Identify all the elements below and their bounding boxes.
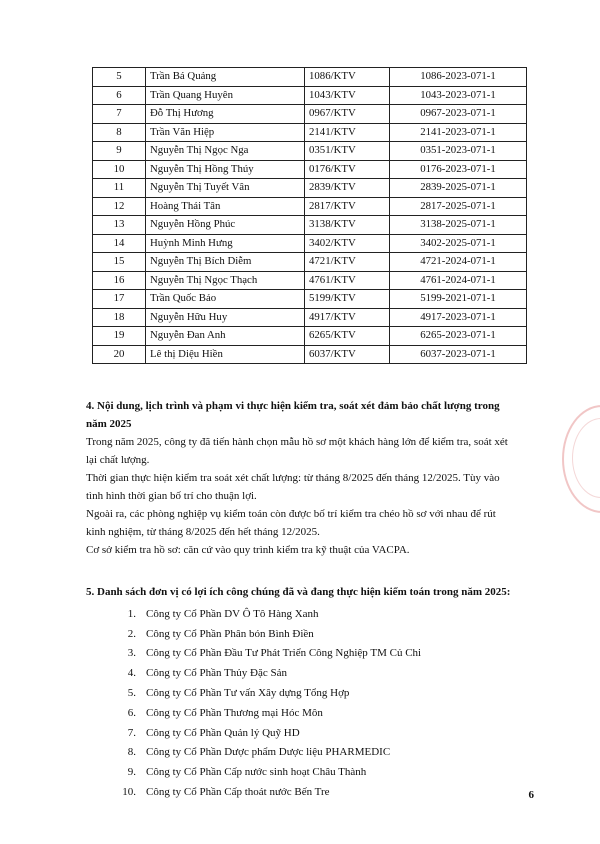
table-row [93, 308, 527, 327]
company-name: Công ty Cổ Phần DV Ô Tô Hàng Xanh [146, 607, 319, 620]
row-number: 14 [93, 234, 146, 253]
row-number: 15 [93, 253, 146, 272]
list-item [86, 762, 516, 782]
certificate-code: 2839/KTV [305, 179, 390, 198]
auditor-name: Nguyễn Thị Ngọc Nga [146, 142, 305, 161]
certificate-code: 3138/KTV [305, 216, 390, 235]
row-number: 18 [93, 308, 146, 327]
list-item-number: 4. [127, 667, 136, 680]
auditor-name: Nguyễn Thị Hồng Thúy [146, 160, 305, 179]
auditor-name: Nguyễn Thị Bích Diễm [146, 253, 305, 272]
table-row [93, 216, 527, 235]
company-name: Công ty Cổ Phần Tư vấn Xây dựng Tổng Hợp [146, 687, 350, 700]
list-item [86, 604, 516, 624]
row-number: 16 [93, 271, 146, 290]
row-number: 20 [93, 345, 146, 364]
list-item-number: 7. [127, 726, 136, 739]
registration-number: 4721-2024-071-1 [390, 253, 527, 272]
registration-number: 3138-2025-071-1 [390, 216, 527, 235]
certificate-code: 3402/KTV [305, 234, 390, 253]
list-item-number: 8. [127, 746, 136, 759]
table-row [93, 142, 527, 161]
section-4-paragraph: Trong năm 2025, công ty đã tiến hành chọn mẫu hồ sơ một khách hàng lớn để kiểm tra, soát xét lại chất lượng. [86, 436, 508, 466]
section-4-heading: 4. Nội dung, lịch trình và phạm vi thực hiện kiểm tra, soát xét đảm bảo chất lượng trong năm 2025 [86, 400, 500, 430]
auditor-name: Trần Quang Huyên [146, 86, 305, 105]
auditor-name: Huỳnh Minh Hưng [146, 234, 305, 253]
company-name: Công ty Cổ Phần Thủy Đặc Sản [146, 667, 287, 680]
certificate-code: 4761/KTV [305, 271, 390, 290]
section-5-heading: 5. Danh sách đơn vị có lợi ích công chúng đã và đang thực hiện kiểm toán trong năm 2025: [86, 586, 511, 598]
table-row [93, 345, 527, 364]
row-number: 5 [93, 68, 146, 87]
registration-number: 2817-2025-071-1 [390, 197, 527, 216]
table-row [93, 197, 527, 216]
auditor-name: Nguyễn Đan Anh [146, 327, 305, 346]
auditor-name: Nguyễn Thị Ngọc Thạch [146, 271, 305, 290]
registration-number: 0176-2023-071-1 [390, 160, 527, 179]
registration-number: 6037-2023-071-1 [390, 345, 527, 364]
certificate-code: 0176/KTV [305, 160, 390, 179]
row-number: 19 [93, 327, 146, 346]
certificate-code: 6265/KTV [305, 327, 390, 346]
auditor-name: Trần Bá Quảng [146, 68, 305, 87]
list-item [86, 663, 516, 683]
certificate-code: 2817/KTV [305, 197, 390, 216]
list-item-number: 6. [127, 706, 136, 719]
list-item-number: 2. [127, 627, 136, 640]
certificate-code: 0967/KTV [305, 105, 390, 124]
row-number: 17 [93, 290, 146, 309]
row-number: 7 [93, 105, 146, 124]
certificate-code: 4721/KTV [305, 253, 390, 272]
auditor-name: Trần Quốc Bảo [146, 290, 305, 309]
registration-number: 2141-2023-071-1 [390, 123, 527, 142]
table-row [93, 253, 527, 272]
certificate-code: 0351/KTV [305, 142, 390, 161]
company-name: Công ty Cổ Phần Phân bón Bình Điền [146, 627, 314, 640]
list-item [86, 644, 516, 664]
row-number: 9 [93, 142, 146, 161]
table-row [93, 105, 527, 124]
auditor-name: Hoàng Thái Tân [146, 197, 305, 216]
section-4-paragraph: Ngoài ra, các phòng nghiệp vụ kiểm toán còn được bố trí kiểm tra chéo hồ sơ với nhau để rút kinh nghiệm, từ tháng 8/2025 đến hết tháng 12/2025. [86, 508, 496, 538]
company-name: Công ty Cổ Phần Thương mại Hóc Môn [146, 706, 323, 719]
certificate-code: 2141/KTV [305, 123, 390, 142]
table-row [93, 179, 527, 198]
table-row [93, 68, 527, 87]
company-name: Công ty Cổ Phần Đầu Tư Phát Triển Công Nghiệp TM Củ Chi [146, 647, 422, 660]
table-row [93, 86, 527, 105]
list-item [86, 703, 516, 723]
table-row [93, 290, 527, 309]
certificate-code: 1043/KTV [305, 86, 390, 105]
registration-number: 0967-2023-071-1 [390, 105, 527, 124]
auditor-name: Đỗ Thị Hương [146, 105, 305, 124]
list-item [86, 624, 516, 644]
row-number: 13 [93, 216, 146, 235]
registration-number: 4761-2024-071-1 [390, 271, 527, 290]
list-item-number: 5. [127, 687, 136, 700]
table-row [93, 271, 527, 290]
table-row [93, 234, 527, 253]
company-name: Công ty Cổ Phần Cấp nước sinh hoạt Châu Thành [146, 766, 367, 779]
row-number: 10 [93, 160, 146, 179]
list-item-number: 9. [127, 766, 136, 779]
certificate-code: 5199/KTV [305, 290, 390, 309]
registration-number: 0351-2023-071-1 [390, 142, 527, 161]
list-item [86, 782, 516, 802]
public-interest-entity-list [86, 604, 516, 802]
section-4 [86, 397, 516, 559]
auditor-table [92, 67, 527, 364]
page-number: 6 [528, 789, 534, 801]
row-number: 6 [93, 86, 146, 105]
registration-number: 1043-2023-071-1 [390, 86, 527, 105]
table-row [93, 327, 527, 346]
registration-number: 1086-2023-071-1 [390, 68, 527, 87]
auditor-name: Trần Văn Hiệp [146, 123, 305, 142]
certificate-code: 6037/KTV [305, 345, 390, 364]
list-item [86, 683, 516, 703]
registration-number: 3402-2025-071-1 [390, 234, 527, 253]
company-name: Công ty Cổ Phần Dược phẩm Dược liệu PHARMEDIC [146, 746, 391, 759]
auditor-name: Nguyễn Hữu Huy [146, 308, 305, 327]
registration-number: 5199-2021-071-1 [390, 290, 527, 309]
section-5 [86, 583, 516, 802]
table-row [93, 123, 527, 142]
list-item-number: 1. [127, 607, 136, 620]
list-item [86, 723, 516, 743]
row-number: 12 [93, 197, 146, 216]
company-name: Công ty Cổ Phần Cấp thoát nước Bến Tre [146, 786, 330, 799]
registration-number: 4917-2023-071-1 [390, 308, 527, 327]
certificate-code: 1086/KTV [305, 68, 390, 87]
auditor-name: Nguyễn Hồng Phúc [146, 216, 305, 235]
list-item-number: 10. [122, 786, 136, 799]
registration-number: 6265-2023-071-1 [390, 327, 527, 346]
row-number: 11 [93, 179, 146, 198]
table-row [93, 160, 527, 179]
list-item [86, 743, 516, 763]
certificate-code: 4917/KTV [305, 308, 390, 327]
auditor-name: Lê thị Diệu Hiền [146, 345, 305, 364]
list-item-number: 3. [127, 647, 136, 660]
section-4-paragraph: Thời gian thực hiện kiểm tra soát xét chất lượng: từ tháng 8/2025 đến tháng 12/2025. Tùy vào tình hình thời gian bố trí cho thuận lợi. [86, 472, 500, 502]
section-4-paragraph: Cơ sở kiểm tra hồ sơ: căn cứ vào quy trình kiểm tra kỹ thuật của VACPA. [86, 544, 410, 556]
registration-number: 2839-2025-071-1 [390, 179, 527, 198]
company-name: Công ty Cổ Phần Quản lý Quỹ HD [146, 726, 300, 739]
auditor-name: Nguyễn Thị Tuyết Vân [146, 179, 305, 198]
row-number: 8 [93, 123, 146, 142]
